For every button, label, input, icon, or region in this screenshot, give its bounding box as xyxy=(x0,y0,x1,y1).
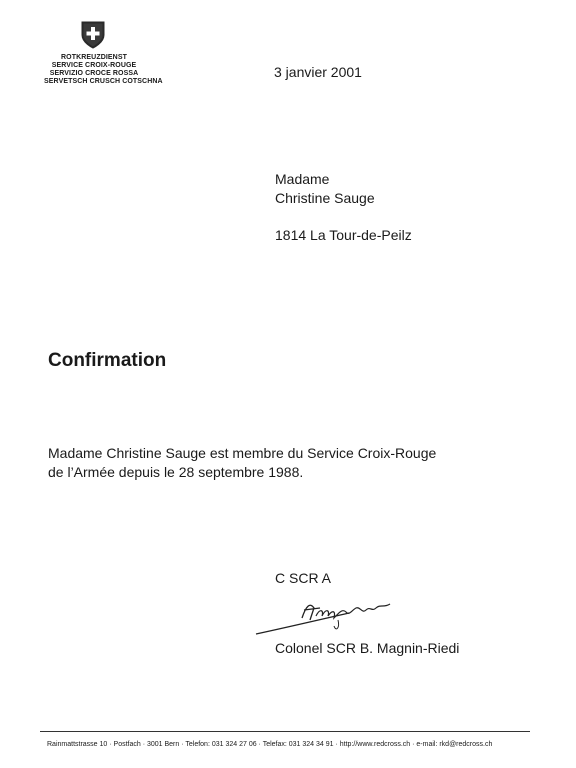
signer-name: Colonel SCR B. Magnin-Riedi xyxy=(275,640,460,656)
footer-contact: Rainmattstrasse 10 · Postfach · 3001 Bern · Telefon: 031 324 27 06 · Telefax: 031 324 34 91 · http://www.redcross.ch · e-mail: rkd@redcross.ch xyxy=(47,741,493,748)
org-line-italian: SERVIZIO CROCE ROSSA xyxy=(49,70,139,77)
recipient-city: 1814 La Tour-de-Peilz xyxy=(275,227,412,243)
body-line-2: de l’Armée depuis le 28 septembre 1988. xyxy=(48,464,304,480)
letter-heading: Confirmation xyxy=(48,350,167,371)
recipient-city-block xyxy=(275,226,412,245)
letter-date: 3 janvier 2001 xyxy=(274,64,362,80)
footer-divider xyxy=(40,731,530,732)
org-line-french: SERVICE CROIX-ROUGE xyxy=(51,62,137,69)
swiss-cross-shield-icon xyxy=(80,20,106,50)
recipient-name: Christine Sauge xyxy=(275,190,375,206)
letter-body xyxy=(48,444,518,482)
recipient-title: Madame xyxy=(275,171,330,187)
organization-name xyxy=(44,54,163,86)
handwritten-signature xyxy=(254,588,399,638)
recipient-address xyxy=(275,170,375,208)
body-line-1: Madame Christine Sauge est membre du Service Croix-Rouge xyxy=(48,445,437,461)
closing-unit: C SCR A xyxy=(275,570,332,586)
org-line-romansh: SERVETSCH CRUSCH COTSCHNA xyxy=(44,78,163,85)
org-line-german: ROTKREUZDIENST xyxy=(61,54,127,61)
